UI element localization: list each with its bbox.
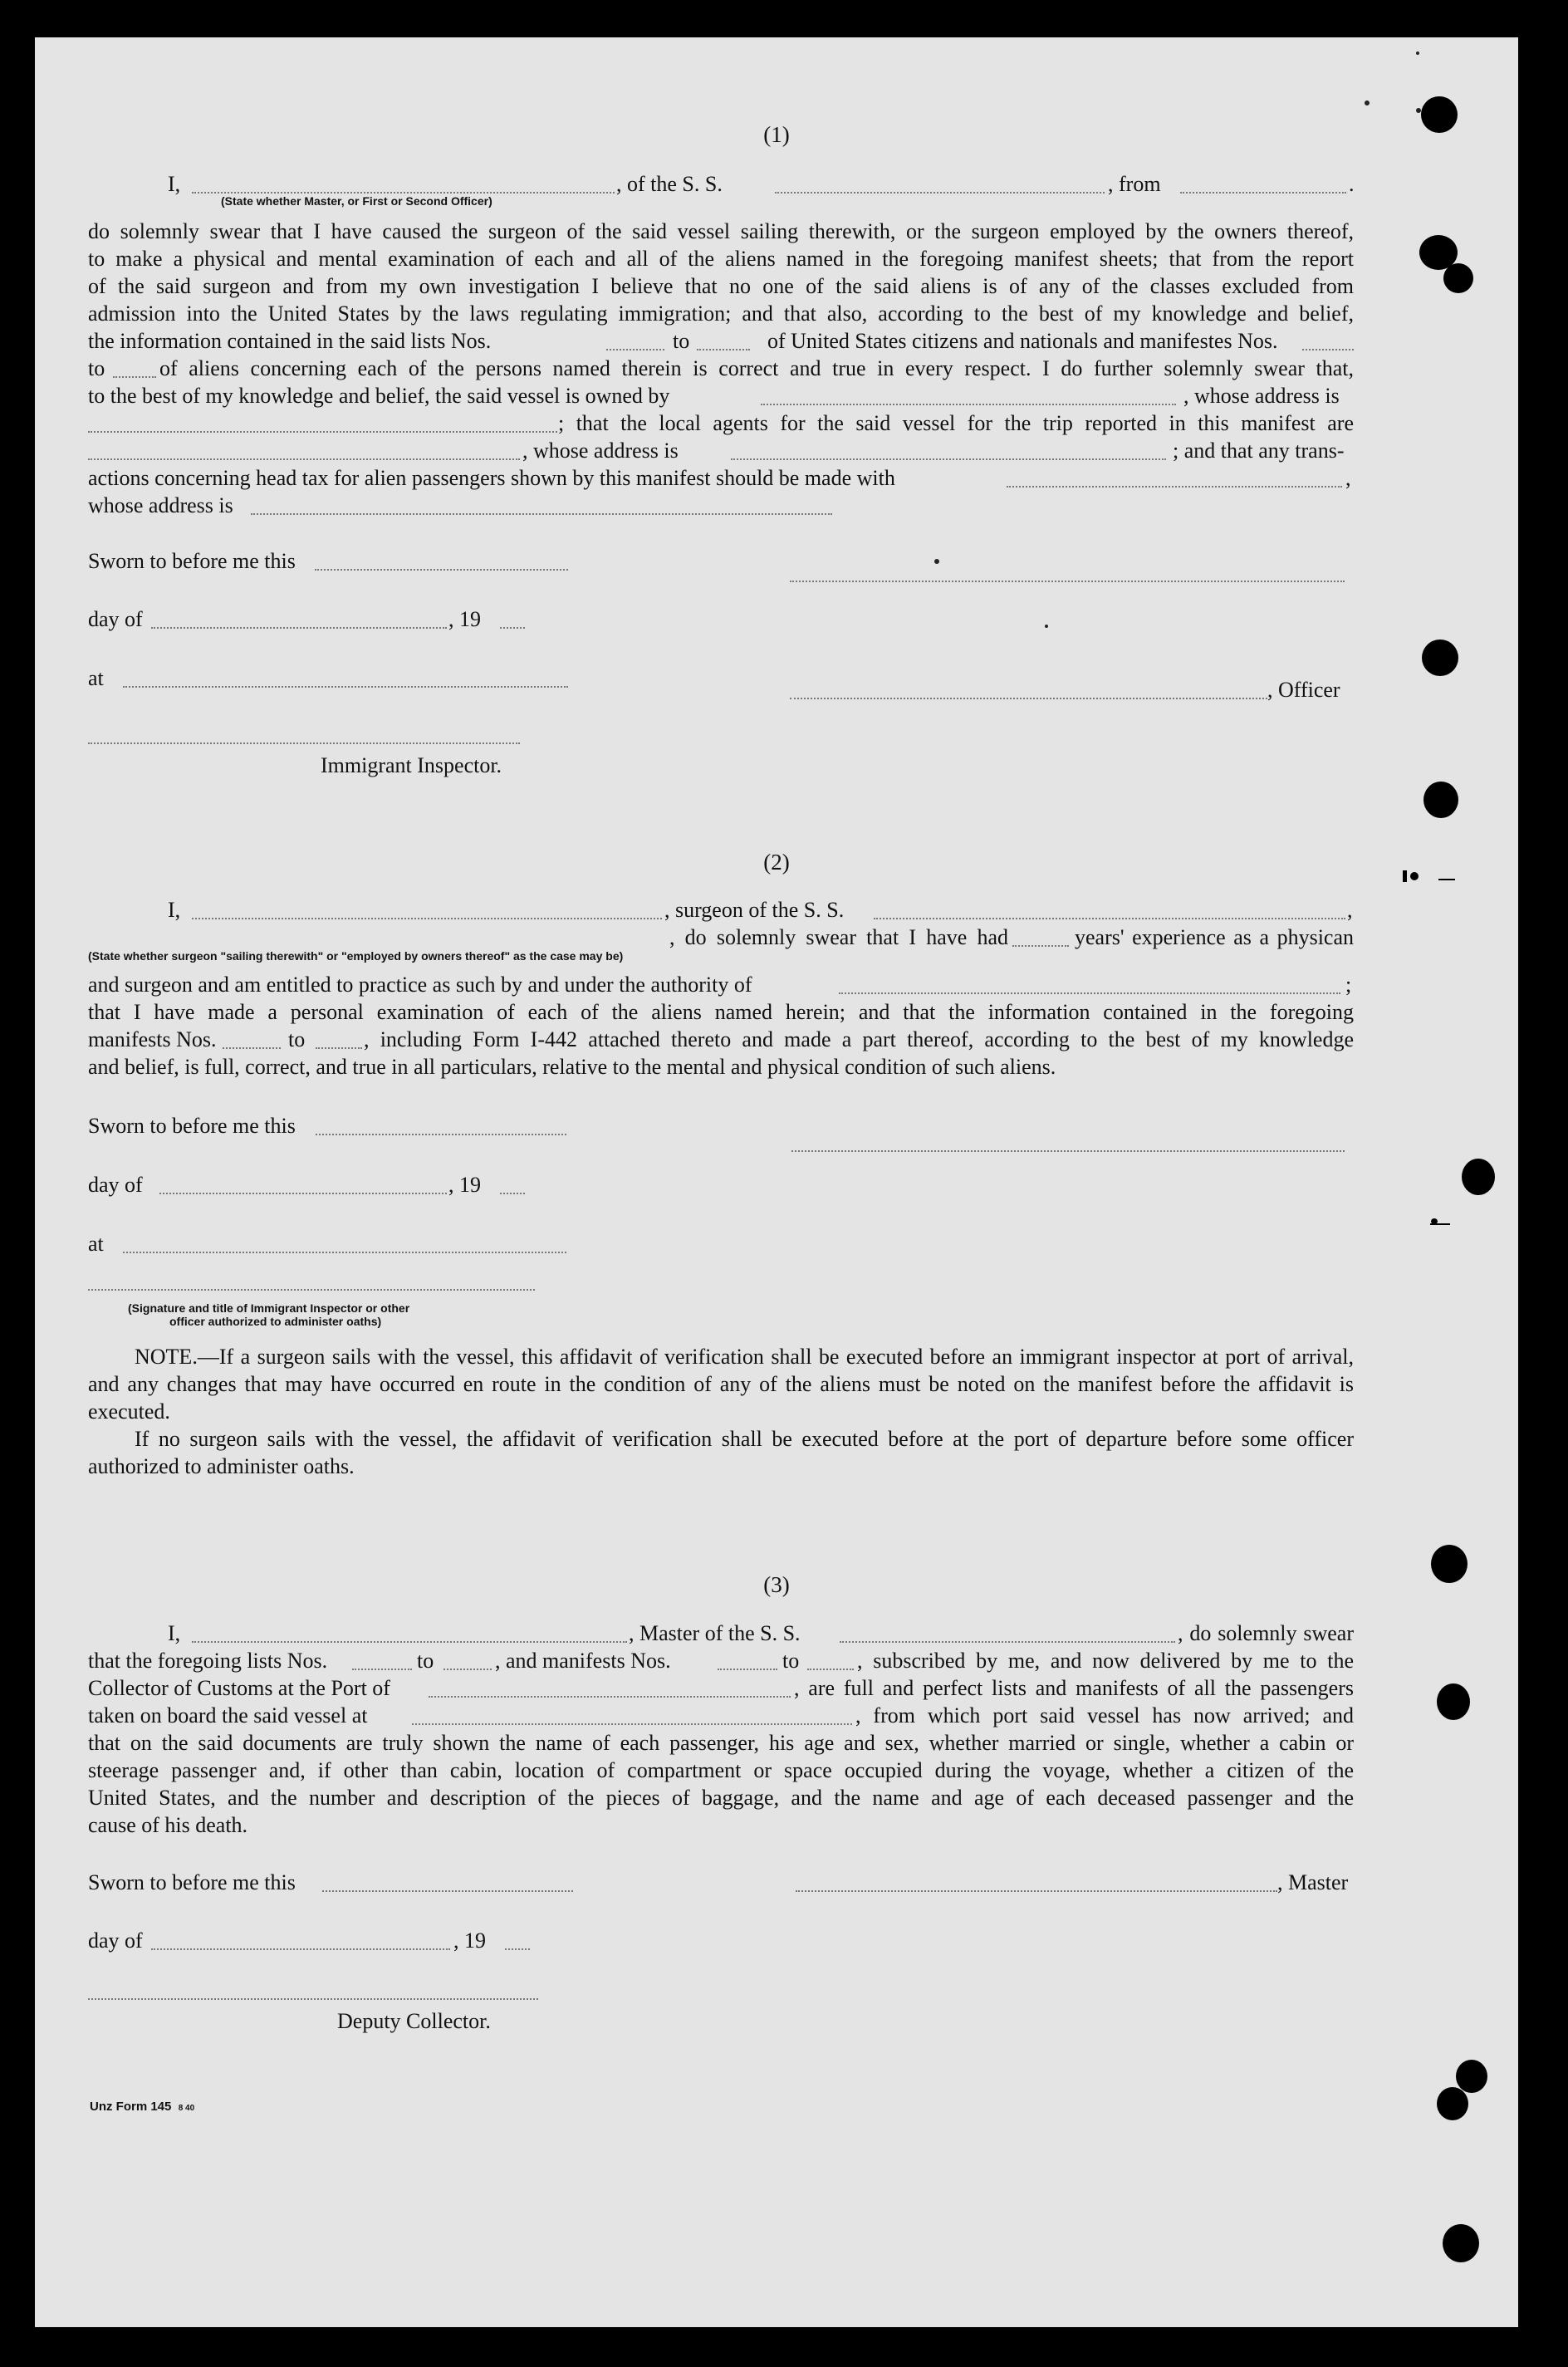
master-manifests-from-field[interactable] xyxy=(718,1669,777,1670)
surgeon-name-field[interactable] xyxy=(192,918,662,919)
ink-speck xyxy=(1416,108,1421,113)
years-experience-field[interactable] xyxy=(1012,945,1069,947)
lists-to-field[interactable] xyxy=(697,349,750,350)
sworn-date-field[interactable] xyxy=(316,1134,566,1135)
sworn-date-field[interactable] xyxy=(315,569,568,571)
day-of-text: day of xyxy=(88,607,143,631)
local-agents-field[interactable] xyxy=(88,458,520,460)
day-of-field[interactable] xyxy=(151,627,447,629)
punch-hole xyxy=(1443,263,1473,293)
sworn-date-field[interactable] xyxy=(322,1890,573,1892)
master-lists-from-field[interactable] xyxy=(352,1669,412,1670)
customs-port-field[interactable] xyxy=(429,1696,791,1698)
inspector-title: Immigrant Inspector. xyxy=(321,753,502,777)
surgeon-manifests-to-field[interactable] xyxy=(316,1047,362,1049)
lists-from-field[interactable] xyxy=(606,349,664,350)
punch-hole xyxy=(1437,2087,1468,2120)
form-code: 8 40 xyxy=(178,2104,195,2113)
signature-title-label: officer authorized to administer oaths) xyxy=(169,1315,382,1328)
sworn-text: Sworn to before me this xyxy=(88,1114,296,1138)
section-2-heading: (2) xyxy=(763,850,790,875)
ink-speck xyxy=(934,559,939,564)
officer-signature-field[interactable] xyxy=(790,581,1345,582)
day-of-field[interactable] xyxy=(159,1193,447,1194)
edge-mark xyxy=(1431,1218,1438,1224)
at-text: at xyxy=(88,666,104,690)
deputy-signature-field[interactable] xyxy=(88,1998,538,2000)
boarding-port-field[interactable] xyxy=(412,1723,852,1725)
form-number: Unz Form 145 8 40 xyxy=(90,2100,195,2114)
vessel-owner-field[interactable] xyxy=(761,404,1176,405)
manifests-to-field[interactable] xyxy=(113,376,156,378)
master-lists-to-field[interactable] xyxy=(443,1669,492,1670)
at-place-field[interactable] xyxy=(123,686,568,688)
edge-mark xyxy=(1438,879,1455,880)
officer-name-field[interactable] xyxy=(192,192,615,194)
section-3-heading: (3) xyxy=(763,1572,790,1597)
day-of-field[interactable] xyxy=(151,1948,450,1950)
year-field[interactable] xyxy=(505,1948,530,1950)
day-of-text: day of xyxy=(88,1173,143,1197)
head-tax-address-field[interactable] xyxy=(251,513,832,515)
punch-hole xyxy=(1423,782,1458,818)
ink-speck xyxy=(1365,100,1370,105)
departure-port-field[interactable] xyxy=(1180,192,1346,194)
surgeon-signature-field[interactable] xyxy=(791,1150,1345,1152)
signature-title-label: (Signature and title of Immigrant Inspector or other xyxy=(128,1301,410,1315)
ship-name-field[interactable] xyxy=(775,192,1105,194)
sworn-text: Sworn to before me this xyxy=(88,549,296,573)
surgeon-role-label: (State whether surgeon "sailing therewith" or "employed by owners thereof" as the case may be) xyxy=(88,949,624,963)
officer-role-label: (State whether Master, or First or Second Officer) xyxy=(221,194,492,208)
year-field[interactable] xyxy=(500,627,525,629)
punch-hole xyxy=(1443,2224,1479,2262)
agents-address-field[interactable] xyxy=(731,458,1166,460)
year-field[interactable] xyxy=(500,1193,525,1194)
punch-hole xyxy=(1437,1683,1470,1720)
head-tax-contact-field[interactable] xyxy=(1007,486,1342,488)
master-signature-field[interactable] xyxy=(796,1890,1277,1892)
inspector-signature-field[interactable] xyxy=(88,742,520,744)
owner-address-field[interactable] xyxy=(88,431,557,433)
day-of-text: day of xyxy=(88,1928,143,1953)
officer-title-field[interactable] xyxy=(790,698,1267,699)
punch-hole xyxy=(1462,1159,1495,1195)
license-authority-field[interactable] xyxy=(839,992,1340,994)
punch-hole xyxy=(1422,640,1458,676)
deputy-title: Deputy Collector. xyxy=(337,2009,491,2033)
note-text: NOTE.—If a surgeon sails with the vessel, this affidavit of verification shall be executed before an immigrant inspector at port of arrival, and any changes that may have occurred en route in the condition of any of the aliens must be noted on the manifest before the affidavit is executed. If no surgeon sails with the vessel, the affidavit of verification shall be executed before at the port of departure before some officer authorized to administer oaths. xyxy=(88,1345,1354,1478)
form-page: (1) I, , of the S. S. , from . (State whether Master, or First or Second Officer) do solemnly swear that I have caused the surgeon of the said vessel sailing therewith, or the surgeon employed by the owners thereof, to make a physical and mental examination of each and all of the aliens named in the foregoing manifest sheets; that from the report of the said surgeon and from my own investigation I believe that no one of the said aliens is of any of the classes excluded from admission into the United States by the laws regulating immigration; and that also, according to the best of my knowledge and belief, the information contained in the said lists Nos. to of United States citizens and nationals and manifestes Nos. to of aliens concerning each of the persons named therein is correct and true in every respect. I do further solemnly swear that, to the best of my knowledge and belief, the said vessel is owned by , whose address is ; that the local agents for the said vessel for the trip reported in this manifest are , whose address is ; and that any trans- actions concerning head tax for alien passengers shown by this manifest should be made with , whose address is Sworn to before me this day of , 19 at , Officer Immigrant Inspector. (2) I, , surgeon of the S. S. , , do solemnly swear that I have had years' experience as a physican (State whether surgeon "sailing therewith" or "employed by owners thereof" as the case may be) and surgeon and am entitled to practice as such by and under the authority of ; that I have made a personal examination of each of the aliens named herein; and that the information contained in the foregoing manifests Nos. to , including Form I-442 attached thereto and made a part thereof, according to the best of my knowledge and belief, is full, correct, and true in all particulars, relative to the mental and physical condition of such aliens. Sworn to before me this day of , 19 at (Signature and title of Immigrant Inspector or other officer authorized to administer oaths) NOTE.—If a surgeon sails with the vessel, this affidavit of verification shall be executed before an immigrant inspector at port of arrival, and any changes that may have occurred en route in the condition of any of the aliens must be noted on the manifest before the affidavit is executed. If no surgeon sails with the vessel, the affidavit of verification shall be executed before at the port of departure before some officer authorized to administer oaths. (3) I, , Master of the S. S. , do solemnly swear that the foregoing lists Nos. to , and manifests Nos. to , subscribed by me, and now delivered by me to the Collector of Customs at the Port of , are full and perfect lists and manifests of all the passengers taken on board the said vessel at , from which port said vessel has now arrived; and that on the said documents are truly shown the name of each passenger, his age and sex, whether married or single, whether a cabin or steerage passenger and, if other than cabin, location of compartment or space occupied during the voyage, whether a citizen of the United States, and the number and description of the pieces of baggage, and the name and age of each deceased passenger and the cause of his death. Sworn to before me this , Master day of , 19 Deputy Collector. Unz Form 145 8 40 xyxy=(35,37,1518,2327)
at-place-field[interactable] xyxy=(123,1252,566,1253)
ink-speck xyxy=(1045,625,1048,628)
ink-speck xyxy=(1416,51,1419,55)
master-name-field[interactable] xyxy=(192,1641,627,1643)
punch-hole xyxy=(1456,2060,1487,2093)
manifests-from-field[interactable] xyxy=(1302,349,1354,350)
surgeon-ship-field[interactable] xyxy=(874,918,1345,919)
master-ship-field[interactable] xyxy=(840,1641,1175,1643)
surgeon-manifests-from-field[interactable] xyxy=(223,1047,281,1049)
sworn-text: Sworn to before me this xyxy=(88,1870,296,1894)
at-text: at xyxy=(88,1232,104,1256)
master-manifests-to-field[interactable] xyxy=(807,1669,854,1670)
inspector-signature-field[interactable] xyxy=(88,1289,535,1291)
section-1-heading: (1) xyxy=(763,122,790,147)
